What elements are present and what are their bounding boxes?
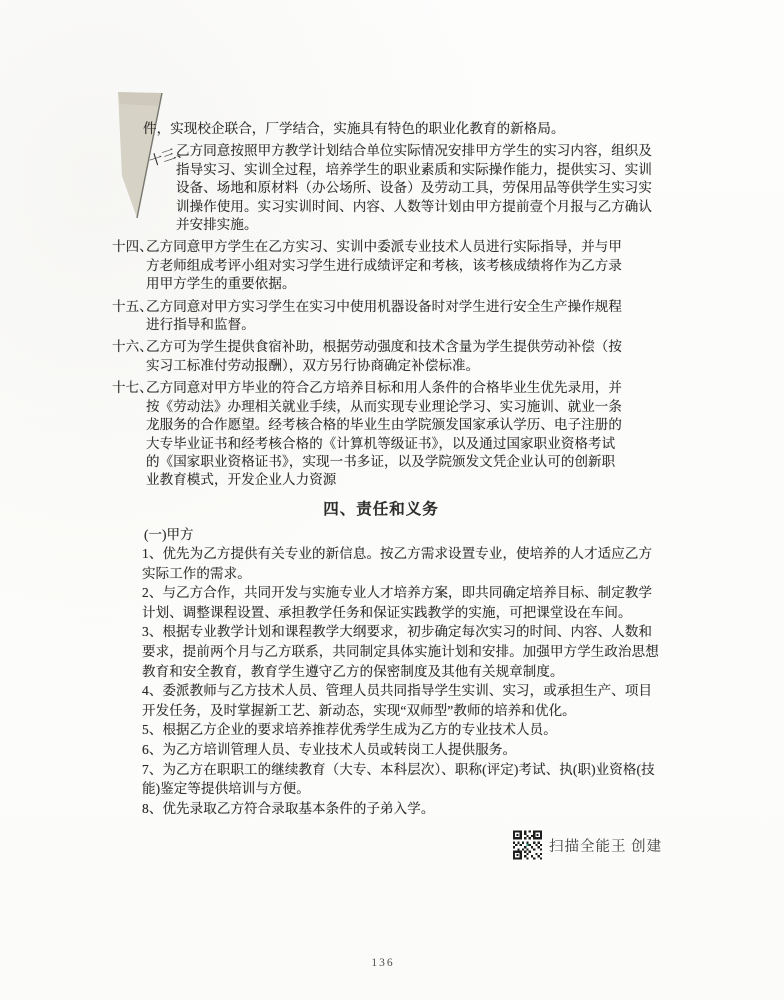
- clause-item: [112, 298, 657, 335]
- watermark-text: 扫描全能王 创建: [549, 838, 663, 855]
- clause-line: 乙方同意对甲方实习学生在实习中使用机器设备时对学生进行安全生产操作规程: [146, 298, 622, 314]
- clause-line: 乙方同意对甲方毕业的符合乙方培养目标和用人条件的合格毕业生优先录用，并: [146, 380, 622, 396]
- clause-item: [112, 142, 657, 234]
- clause-number: 十七、: [112, 380, 153, 396]
- clause-item: [112, 338, 657, 375]
- obligation-line: 1、优先为乙方提供有关专业的新信息。按乙方需求设置专业，使培养的人才适应乙方: [142, 546, 653, 561]
- obligation-item: [142, 681, 657, 720]
- clause-12-continuation-line: 件，实现校企联合，厂学结合，实施具有特色的职业化教育的新格局。: [143, 121, 565, 136]
- obligation-line: 教育和安全教育，教育学生遵守乙方的保密制度及其他有关规章制度。: [142, 663, 564, 679]
- qr-code-icon: [513, 830, 542, 860]
- clause-body: [146, 298, 657, 335]
- clause-line: 并安排实施。: [176, 217, 258, 233]
- clause-number: 十六、: [112, 339, 153, 355]
- obligation-item: [142, 760, 657, 799]
- clause-line: 业教育模式，开发企业人力资源: [146, 472, 337, 488]
- clause-line: 按《劳动法》办理相关就业手续，从而实现专业理论学习、实习施训、就业一条: [146, 398, 622, 414]
- clause-line: 进行指导和监督。: [146, 317, 255, 333]
- obligation-line: 4、委派教师与乙方技术人员、管理人员共同指导学生实训、实习，或承担生产、项目: [142, 683, 653, 699]
- clause-line: 大专毕业证书和经考核合格的《计算机等级证书》，以及通过国家职业资格考试: [146, 435, 616, 451]
- page-number: 136: [371, 957, 395, 969]
- clause-line: 实习工标准付劳动报酬），双方另行协商确定补偿标准。: [146, 357, 480, 373]
- clause-13-number-on-fold: 十三、: [147, 142, 191, 170]
- clause-number: 十四、: [112, 239, 153, 255]
- clause-body: [146, 238, 657, 293]
- clause-body: [146, 379, 657, 489]
- obligation-item: [142, 544, 657, 583]
- camscanner-watermark: [513, 830, 662, 860]
- clause-line: 乙方同意甲方学生在乙方实习、实训中委派专业技术人员进行实际指导，并与甲: [146, 239, 622, 255]
- clause-line: 乙方同意按照甲方教学计划结合单位实际情况安排甲方学生的实习内容，组织及: [176, 143, 652, 159]
- party-a-heading: (一)甲方: [144, 527, 194, 542]
- clause-line: 的《国家职业资格证书》，实现一书多证，以及学院颁发文凭企业认可的创新职: [146, 453, 616, 469]
- obligation-line: 6、为乙方培训管理人员、专业技术人员或转岗工人提供服务。: [142, 741, 517, 757]
- party-a-obligations: [142, 544, 657, 818]
- obligation-line: 7、为乙方在职职工的继续教育（大专、本科层次）、职称(评定)考试、执(职)业资格(技: [142, 761, 655, 777]
- obligation-line: 计划、调整课程设置、承担教学任务和保证实践教学的实施，可把课堂设在车间。: [142, 604, 632, 620]
- obligation-line: 3、根据专业教学计划和课程教学大纲要求，初步确定每次实习的时间、内容、人数和: [142, 624, 653, 640]
- obligation-item: [142, 622, 657, 681]
- clauses-list: [112, 120, 657, 490]
- obligation-line: 开发任务，及时掌握新工艺、新动态，实现“双师型”教师的培养和优化。: [142, 702, 576, 718]
- obligation-item: [142, 583, 657, 622]
- obligation-item: [142, 720, 657, 740]
- clause-body: [176, 142, 657, 234]
- clause-line: 乙方可为学生提供食宿补助，根据劳动强度和技术含量为学生提供劳动补偿（按: [146, 339, 622, 355]
- obligation-line: 8、优先录取乙方符合录取基本条件的子弟入学。: [142, 800, 435, 816]
- obligation-line: 2、与乙方合作，共同开发与实施专业人才培养方案，即共同确定培养目标、制定教学: [142, 585, 653, 601]
- obligation-line: 要求，提前两个月与乙方联系，共同制定具体实施计划和安排。加强甲方学生政治思想: [142, 643, 659, 659]
- clause-line: 方老师组成考评小组对实习学生进行成绩评定和考核，该考核成绩将作为乙方录: [146, 257, 622, 273]
- clause-body: [146, 338, 657, 375]
- clause-line: 训操作使用。实习实训时间、内容、人数等计划由甲方提前壹个月报与乙方确认: [176, 198, 652, 214]
- clause-item: [112, 379, 657, 489]
- clause-number: 十五、: [112, 298, 153, 314]
- clause-line: 用甲方学生的重要依据。: [146, 276, 296, 292]
- obligation-item: [142, 799, 657, 819]
- obligation-line: 能)鉴定等提供培训与方便。: [142, 781, 310, 797]
- clause-line: 设备、场地和原材料（办公场所、设备）及劳动工具，劳保用品等供学生实习实: [176, 180, 652, 196]
- obligation-item: [142, 740, 657, 760]
- obligation-line: 实际工作的需求。: [142, 565, 251, 581]
- clause-line: 指导实习、实训全过程，培养学生的职业素质和实际操作能力，提供实习、实训: [176, 161, 652, 177]
- clause-line: 龙服务的合作愿望。经考核合格的毕业生由学院颁发国家承认学历、电子注册的: [146, 417, 622, 433]
- section-title: 四、责任和义务: [323, 501, 439, 518]
- clause-item: [112, 238, 657, 293]
- obligation-line: 5、根据乙方企业的要求培养推荐优秀学生成为乙方的专业技术人员。: [142, 722, 557, 738]
